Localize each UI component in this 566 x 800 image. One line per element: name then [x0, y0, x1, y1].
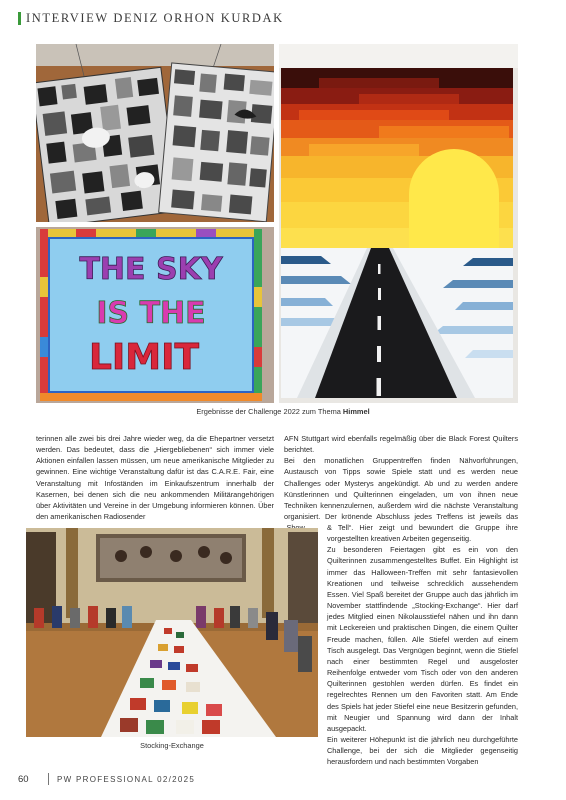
caption-challenge — [0, 407, 566, 416]
paragraph: terinnen alle zwei bis drei Jahre wieder weg, da die Ehepartner versetzt werden. Das bedeutet, dass die „Hiergebliebenen“ sich immer viele Aktionen einfallen lassen müssen, um neue amerikanische Mitglieder zu gewinnen. Eine wichtige Veranstaltung dafür ist das C.A.R.E. Fair, eine Veranstaltung mit Infoständen im Einkaufszentrum innerhalb der Kasernen, bei denen sich die neu ankommenden Militärangehörigen über Aktivitäten und Vereine in der Umgebung informieren können. Über den amerikanischen Radiosender — [36, 434, 274, 522]
photo-sky-pillow — [36, 227, 274, 403]
caption-challenge-bold: Himmel — [342, 407, 370, 416]
paragraph: AFN Stuttgart wird ebenfalls regelmäßig über die Black Forest Quilters berichtet. — [284, 434, 518, 455]
magazine-issue: PW PROFESSIONAL 02/2025 — [57, 774, 196, 784]
photo-stocking-exchange — [26, 528, 318, 737]
header-accent-bar — [18, 12, 21, 25]
page-footer — [18, 772, 195, 786]
paragraph: Ein weiterer Höhepunkt ist die jährlich neu durchgeführte Challenge, bei der sich die Mitglieder gegenseitig herausfordern und nach bestimmten Vorgaben — [327, 734, 518, 767]
pillow-line-3: LIMIT — [88, 337, 200, 378]
pillow-line-1: THE SKY — [79, 252, 223, 287]
text-right-top — [284, 433, 518, 533]
pillow-line-2: IS THE — [96, 296, 206, 331]
page-number: 60 — [18, 773, 29, 785]
photo-sunset-road — [279, 44, 518, 403]
caption-challenge-text: Ergebnisse der Challenge 2022 zum Thema — [196, 407, 343, 416]
paragraph: Bei den monatlichen Gruppentreffen finden Nähvorführungen, Austausch von Tipps sowie Spiele statt und es werden neue Challenges oder Mysterys angekündigt. Ab und zu werden andere Künstlerinnen und Quilterinnen eingeladen, um von ihnen neue Techniken kennenzulernen, außerdem wird die nächste Veranstaltung organisiert. Der krönende Abschluss jedes Treffens ist jeweils das — [284, 456, 518, 522]
photo-gray-quilts — [36, 44, 274, 222]
footer-divider — [48, 773, 49, 785]
page-header — [18, 8, 284, 28]
caption-stocking: Stocking-Exchange — [140, 741, 204, 750]
paragraph: Zu besonderen Feiertagen gibt es ein von den Quilterinnen zusammengestelltes Buffet. Ein Highlight ist immer das Halloween-Treffen mit sehr fantasievollen Kreationen und teilweise schrecklich aussehendem Essen. Viel Spaß bereitet der Gruppe auch das jährlich im November stattfindende „Stocking-Exchange“. Hier darf jedes Mitglied einen Nikolausstiefel nähen und ihn dann mit Leckereien und praktischen Dingen, die einem Quilter Freude machen, füllen. Alle Stiefel werden auf einem Tisch ausgelegt. Das Vergnügen beginnt, wenn die Stiefel nach einer bestimmten Regel und ausgeloster Reihenfolge entweder vom Tisch oder von den anderen Quilterinnen gestohlen werden dürfen. Es findet ein regelrechtes Rennen um den Favoriten statt. Am Ende des Spiels hat jeder Stiefel eine neue Besitzerin gefunden, mit Neugier und Spannung wird dann der Inhalt ausgepackt. — [327, 545, 518, 733]
paragraph: & Tell“. Hier zeigt und bewundert die Gruppe ihre vorgestellten kreativen Arbeiten gegenseitig. — [327, 523, 518, 544]
text-right-bottom — [327, 522, 518, 767]
text-left-top — [36, 433, 274, 522]
section-title: INTERVIEW DENIZ ORHON KURDAK — [26, 10, 284, 25]
